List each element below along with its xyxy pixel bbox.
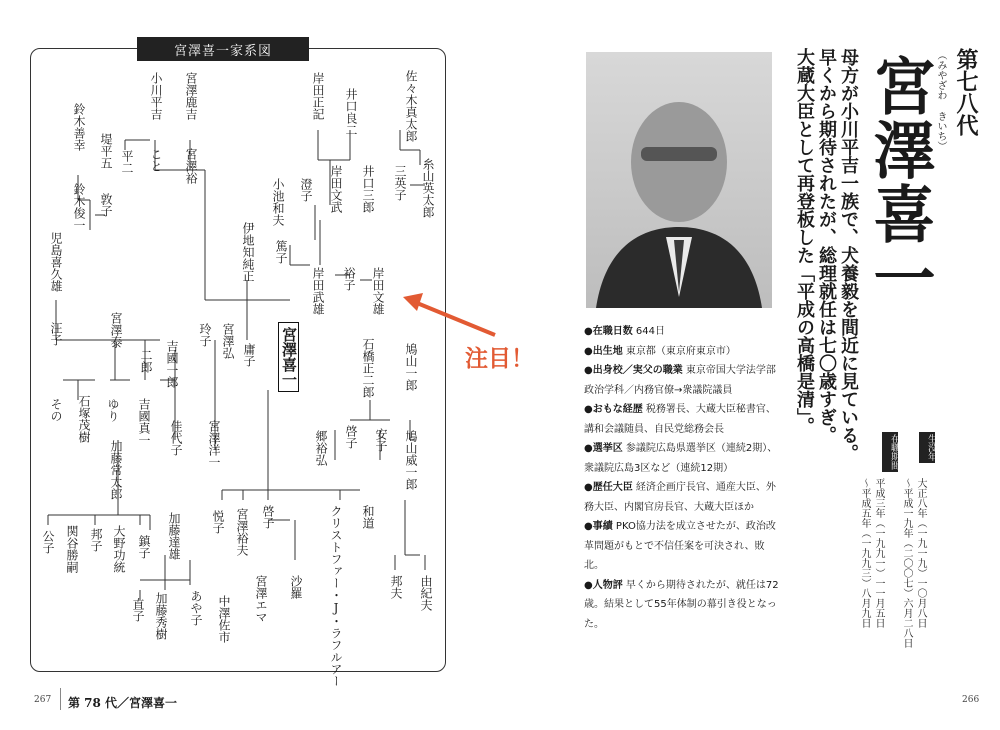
tree-name: 三英子 — [393, 165, 407, 201]
tree-name: 宮澤裕夫 — [235, 508, 249, 556]
tree-name: 井口良二 — [344, 88, 358, 136]
tree-name: 安子 — [374, 428, 388, 452]
info-text: 東京帝国大学法学部政治学科／内務官僚→衆議院議員 — [584, 365, 776, 396]
tree-name: 岸田文雄 — [371, 267, 385, 315]
tree-name: 岸田文武 — [329, 165, 343, 213]
tree-name: 石塚茂樹 — [77, 395, 91, 443]
tree-name: 伊地知純正 — [241, 222, 255, 282]
tree-name: クリストファー・J・ラフルアー — [329, 505, 343, 687]
info-label: ●事績 — [584, 521, 613, 532]
tagline-line: 母方が小川平吉一族で、犬養毅を間近に見ている。 — [838, 48, 859, 462]
tree-name: 由紀夫 — [419, 575, 433, 611]
birth-date-line: 〜平成一九年（二〇〇七）六月二八日 — [901, 478, 912, 648]
tree-name: 玲子 — [198, 323, 212, 347]
info-text: 経済企画庁長官、通産大臣、外務大臣、内閣官房長官、大蔵大臣ほか — [584, 482, 776, 513]
tree-name: 和道 — [361, 505, 375, 529]
tree-name: 加藤秀樹 — [154, 592, 168, 640]
tree-name: 啓子 — [261, 505, 275, 529]
tree-name: 敦子 — [99, 193, 113, 217]
birth-tag: 生没年 — [919, 432, 935, 463]
info-label: ●在職日数 — [584, 326, 633, 337]
annotation-arrow-icon — [395, 285, 505, 345]
tree-name: 平二 — [120, 150, 134, 174]
info-text: 税務署長、大蔵大臣秘書官、講和会議随員、自民党総務会長 — [584, 404, 776, 435]
tree-name: 児島喜久雄 — [49, 232, 63, 292]
tree-name: 鳩山威一郎 — [404, 430, 418, 490]
tree-name: 悦子 — [211, 510, 225, 534]
highlighted-name-kiichi: 宮澤喜一 — [278, 322, 299, 392]
tree-name: 吉國一郎 — [165, 340, 179, 388]
footer-title: 第 78 代／宮澤喜一 — [68, 696, 178, 710]
birth-dates — [900, 478, 926, 648]
tree-name: 加藤常太郎 — [109, 440, 123, 500]
tree-name: あや子 — [189, 590, 203, 626]
tree-name: 佐々木真太郎 — [404, 70, 418, 142]
family-tree-frame — [30, 48, 446, 672]
tree-name: 岸田正記 — [311, 72, 325, 120]
tree-name: こと — [149, 148, 163, 172]
tree-name: 澄子 — [299, 178, 313, 202]
info-label: ●人物評 — [584, 579, 623, 591]
annotation-label: 注目！ — [465, 346, 534, 372]
footer-divider — [60, 688, 61, 710]
tree-name: 井口三郎 — [361, 165, 375, 213]
tree-name: 邦子 — [89, 528, 103, 552]
tree-name: 宮澤泰 — [109, 312, 123, 348]
tree-name: 鳩山一郎 — [404, 343, 418, 391]
tree-name: 邦夫 — [389, 575, 403, 599]
info-label: ●出生地 — [584, 345, 623, 357]
profile-tagline — [795, 48, 857, 462]
tree-name: 小川平吉 — [149, 72, 163, 120]
tenure-date-line: 〜平成五年（一九九三）八月九日 — [859, 478, 870, 628]
tree-name: 加藤達雄 — [167, 512, 181, 560]
portrait-photo — [586, 52, 772, 308]
tenure-dates — [858, 478, 884, 628]
tree-name: 大野功統 — [112, 525, 126, 573]
tree-name: 堤平五 — [99, 133, 113, 169]
tree-name: その — [49, 398, 63, 422]
tagline-line: 大蔵大臣として再登板した「平成の高橋是清」。 — [794, 48, 815, 435]
tree-name: 直子 — [131, 598, 145, 622]
tree-name: 郷裕弘 — [314, 430, 328, 466]
tree-name: ゆり — [106, 398, 120, 422]
tree-name: 汪子 — [49, 322, 63, 346]
tree-name: 宮澤鹿吉 — [184, 72, 198, 120]
tenure-tag: 在職期間 — [882, 432, 898, 472]
tree-name: 公子 — [41, 530, 55, 554]
tree-name: 石橋正二郎 — [361, 338, 375, 398]
info-text: PKO協力法を成立させたが、政治改革問題がもとで不信任案を可決され、敗北。 — [584, 521, 776, 571]
tree-name: 鈴木善幸 — [72, 103, 86, 151]
tagline-line: 早くから期待されたが、総理就任は七〇歳すぎ。 — [816, 48, 837, 444]
tree-name: 鎮子 — [137, 535, 151, 559]
info-text: 東京都（東京府東京市） — [625, 345, 736, 357]
generation-heading: 第七八代 — [953, 48, 979, 136]
tree-name: 吉國真一 — [137, 398, 151, 446]
family-tree-title: 宮澤喜一家系図 — [137, 37, 309, 61]
tree-name: 啓子 — [344, 425, 358, 449]
tree-name: 庸子 — [242, 343, 256, 367]
tree-name: 宮澤裕 — [184, 148, 198, 184]
tree-name: 二郎 — [139, 349, 153, 373]
tree-name: 裕子 — [342, 267, 356, 291]
page-number-left: 267 — [34, 695, 52, 705]
info-text: 644日 — [635, 326, 666, 337]
tree-name: 佳代子 — [169, 420, 183, 456]
tree-name: 宮澤洋一 — [207, 420, 221, 468]
tree-name: 沙羅 — [289, 575, 303, 599]
info-label: ●歴任大臣 — [584, 482, 633, 493]
tree-name: 宮澤エマ — [254, 575, 268, 623]
info-text: 参議院広島県選挙区（連続2期）、衆議院広島3区など（連続12期） — [584, 443, 778, 474]
info-label: ●おもな経歴 — [584, 404, 643, 415]
tree-name: 鈴木俊一 — [72, 183, 86, 231]
info-label: ●出身校／実父の職業 — [584, 365, 683, 376]
info-label: ●選挙区 — [584, 443, 623, 454]
birth-date-line: 大正八年（一九一九）一〇月八日 — [915, 478, 926, 628]
tree-name: 篤子 — [274, 240, 288, 264]
profile-name: 宮澤喜一 — [863, 54, 936, 310]
tree-name: 糸山英太郎 — [421, 158, 435, 218]
tree-name: 小池和夫 — [271, 178, 285, 226]
profile-info-list — [584, 322, 780, 634]
tree-name: 関谷勝嗣 — [65, 525, 79, 573]
name-reading: （みやざわ きいち） — [935, 50, 946, 151]
tree-name: 岸田武雄 — [311, 267, 325, 315]
info-text: 早くから期待されたが、就任は72歳。結果として55年体制の幕引き役となった。 — [584, 579, 779, 630]
page-number-right: 266 — [962, 695, 980, 705]
tree-name: 宮澤弘 — [221, 323, 235, 359]
tenure-date-line: 平成三年（一九九一）一一月五日 — [873, 478, 884, 628]
tree-name: 中澤佐市 — [217, 595, 231, 643]
